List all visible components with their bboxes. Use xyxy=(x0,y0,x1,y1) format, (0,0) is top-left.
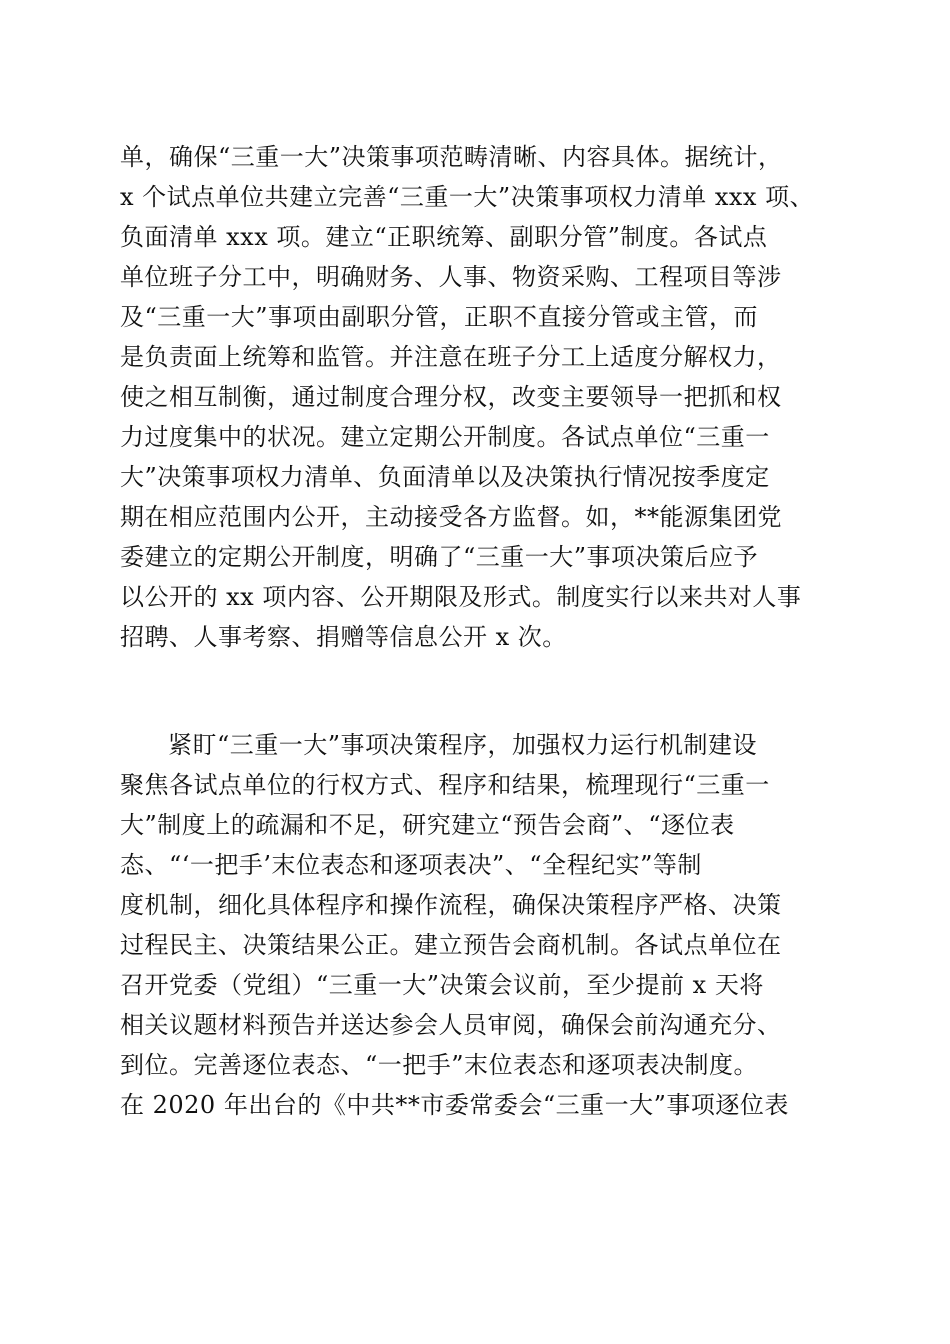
text-line: 使之相互制衡，通过制度合理分权，改变主要领导一把抓和权 xyxy=(120,383,782,411)
text-line: 是负责面上统筹和监管。并注意在班子分工上适度分解权力， xyxy=(120,343,782,371)
text-line: 期在相应范围内公开，主动接受各方监督。如，**能源集团党 xyxy=(120,503,782,531)
text-line: 聚焦各试点单位的行权方式、程序和结果，梳理现行“三重一 xyxy=(120,771,770,799)
paragraph-1 xyxy=(120,137,830,657)
text-line: 过程民主、决策结果公正。建立预告会商机制。各试点单位在 xyxy=(120,931,782,959)
text-line: 单，确保“三重一大”决策事项范畴清晰、内容具体。据统计， xyxy=(120,143,783,171)
paragraph-2 xyxy=(120,725,830,1125)
text-line: 态、“‘一把手’末位表态和逐项表决”、“全程纪实”等制 xyxy=(120,851,702,879)
text-line: 紧盯“三重一大”事项决策程序，加强权力运行机制建设 xyxy=(168,731,758,759)
text-line: 度机制，细化具体程序和操作流程，确保决策程序严格、决策 xyxy=(120,891,782,919)
text-line: 招聘、人事考察、捐赠等信息公开 x 次。 xyxy=(120,623,567,651)
text-line: 召开党委（党组）“三重一大”决策会议前，至少提前 x 天将 xyxy=(120,971,764,999)
text-line: 以公开的 xx 项内容、公开期限及形式。制度实行以来共对人事 xyxy=(120,583,802,611)
text-line: 在 2020 年出台的《中共**市委常委会“三重一大”事项逐位表 xyxy=(120,1091,789,1119)
text-line: 大”决策事项权力清单、负面清单以及决策执行情况按季度定 xyxy=(120,463,770,491)
text-line: 到位。完善逐位表态、“一把手”末位表态和逐项表决制度。 xyxy=(120,1051,759,1079)
text-line: 力过度集中的状况。建立定期公开制度。各试点单位“三重一 xyxy=(120,423,770,451)
text-line: 相关议题材料预告并送达参会人员审阅，确保会前沟通充分、 xyxy=(120,1011,782,1039)
text-line: 负面清单 xxx 项。建立“正职统筹、副职分管”制度。各试点 xyxy=(120,223,768,251)
text-line: 及“三重一大”事项由副职分管，正职不直接分管或主管，而 xyxy=(120,303,759,331)
text-line: 单位班子分工中，明确财务、人事、物资采购、工程项目等涉 xyxy=(120,263,782,291)
text-line: 大”制度上的疏漏和不足，研究建立“预告会商”、“逐位表 xyxy=(120,811,735,839)
text-line: x 个试点单位共建立完善“三重一大”决策事项权力清单 xxx 项、 xyxy=(120,183,815,211)
text-line: 委建立的定期公开制度，明确了“三重一大”事项决策后应予 xyxy=(120,543,759,571)
